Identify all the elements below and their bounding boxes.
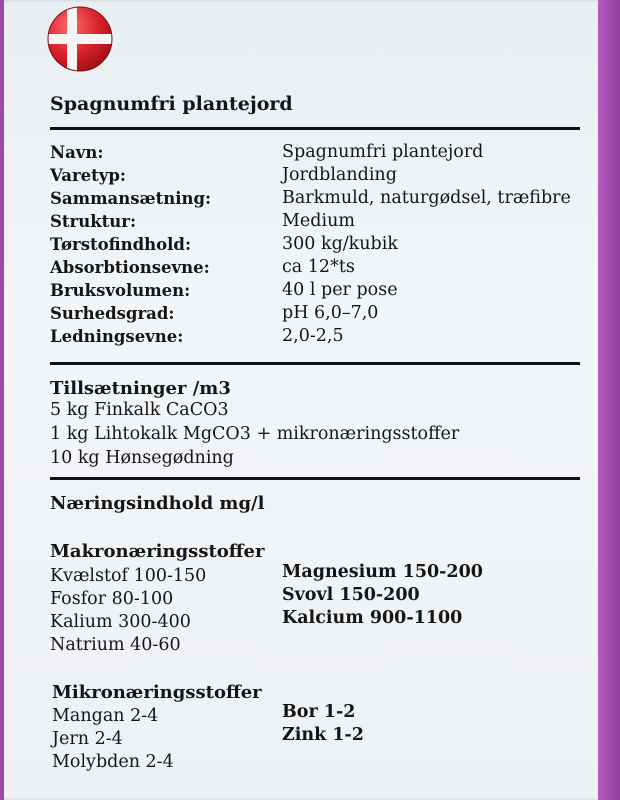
spec-label: Absorbtionsevne: [50,258,210,277]
micro-item: Zink 1-2 [282,725,364,745]
spec-value: Medium [282,211,355,231]
spec-label: Surhedsgrad: [50,304,175,323]
spec-label: Navn: [50,143,104,162]
additive-item: 1 kg Lihtokalk MgCO3 + mikronæringsstoffer [50,424,460,444]
macro-item: Fosfor 80-100 [50,589,174,609]
additives-heading: Tillsætninger /m3 [50,378,231,399]
additive-item: 10 kg Hønsegødning [50,448,234,468]
spec-value: ca 12*ts [282,257,355,277]
spec-value: Barkmuld, naturgødsel, træfibre [282,188,571,208]
spec-label: Varetyp: [50,166,127,185]
macro-item: Kalcium 900-1100 [282,608,463,628]
bag-edge-right [598,0,620,800]
spec-value: Jordblanding [282,165,397,185]
spec-label: Ledningsevne: [50,327,184,346]
spec-value: pH 6,0–7,0 [282,303,379,323]
spec-label: Struktur: [50,212,137,231]
spec-label: Bruksvolumen: [50,281,191,300]
macro-item: Svovl 150-200 [282,585,420,605]
product-title: Spagnumfri plantejord [50,93,293,115]
additive-item: 5 kg Finkalk CaCO3 [50,400,229,420]
spec-label: Tørstofindhold: [50,235,192,254]
spec-value: Spagnumfri plantejord [282,142,484,162]
spec-value: 40 l per pose [282,280,398,300]
spec-value: 2,0-2,5 [282,326,344,346]
macro-item: Kalium 300-400 [50,612,191,632]
divider [50,477,580,480]
micro-item: Bor 1-2 [282,702,356,722]
macro-item: Natrium 40-60 [50,635,181,655]
spec-label: Sammansætning: [50,189,212,208]
divider [50,127,580,130]
bag-edge-left [0,0,4,800]
micro-heading: Mikronæringsstoffer [52,682,262,703]
micro-item: Mangan 2-4 [52,706,159,726]
macro-item: Kvælstof 100-150 [50,566,207,586]
macro-item: Magnesium 150-200 [282,562,483,582]
spec-value: 300 kg/kubik [282,234,398,254]
denmark-flag-icon [47,6,113,72]
divider [50,362,580,365]
micro-item: Jern 2-4 [52,729,123,749]
micro-item: Molybden 2-4 [52,752,174,772]
nutrients-heading: Næringsindhold mg/l [50,493,265,514]
macro-heading: Makronæringsstoffer [50,541,265,562]
